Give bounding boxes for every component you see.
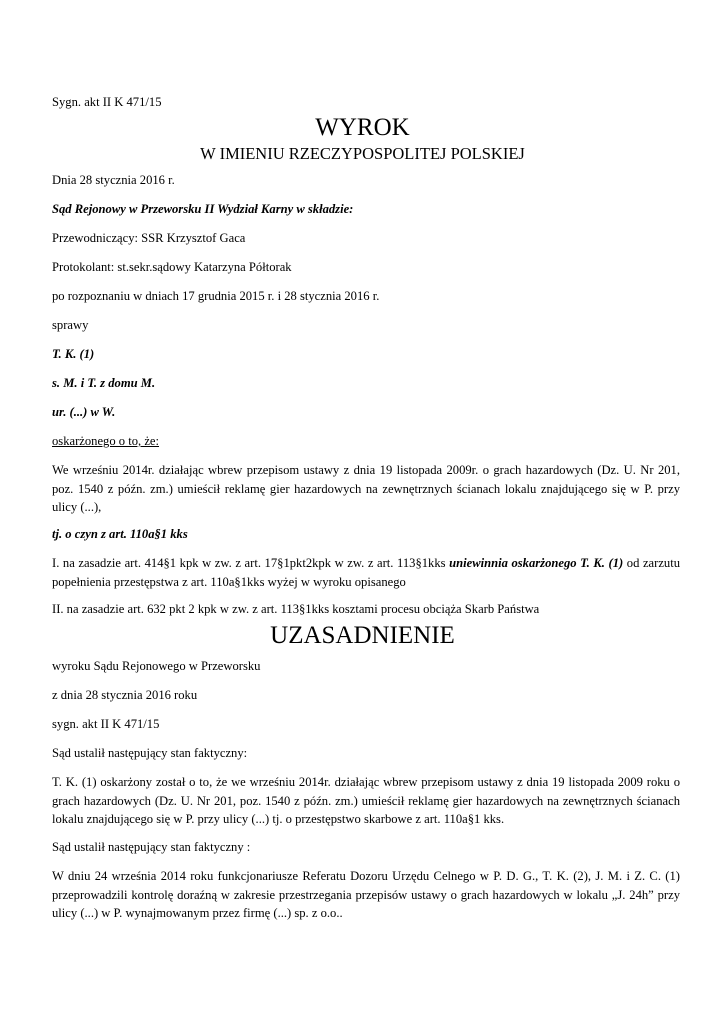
verdict-date: Dnia 28 stycznia 2016 r.	[52, 173, 175, 187]
justification-signature: sygn. akt II K 471/15	[52, 717, 160, 731]
verdict-subtitle: W IMIENIU RZECZYPOSPOLITEJ POLSKIEJ	[200, 144, 525, 163]
justification-court: wyroku Sądu Rejonowego w Przeworsku	[52, 659, 261, 673]
court-composition: Sąd Rejonowy w Przeworsku II Wydział Karny w składzie:	[52, 202, 354, 216]
defendant-name: T. K. (1)	[52, 347, 95, 361]
verdict-point-1-scope: od zarzutu popełnienia przestępstwa z art. 110a§1kks wyżej w wyroku opisanego	[52, 556, 681, 589]
court-clerk: Protokolant: st.sekr.sądowy Katarzyna Półtorak	[52, 260, 292, 274]
defendant-birth: ur. (...) w W.	[52, 405, 116, 419]
facts-paragraph-1: T. K. (1) oskarżony został o to, że we wrześniu 2014r. działając wbrew przepisom ustawy z dnia 19 listopada 2009 roku o grach hazardowych (Dz. U. Nr 201, poz. 1540 z późn. zm.) umieścił reklamę gier hazardowych na zewnętrznych ścianach lokalu znajdującego się w P. przy ulicy (...) tj. o przestępstwo skarbowe z art. 110a§1 kks.	[52, 775, 680, 826]
hearing-dates: po rozpoznaniu w dniach 17 grudnia 2015 r. i 28 stycznia 2016 r.	[52, 289, 380, 303]
verdict-title: WYROK	[315, 114, 410, 141]
justification-title: UZASADNIENIE	[270, 622, 455, 649]
facts-heading-2: Sąd ustalił następujący stan faktyczny :	[52, 840, 251, 854]
verdict-point-1	[52, 554, 680, 591]
case-signature: Sygn. akt II K 471/15	[52, 95, 162, 109]
facts-paragraph-2: W dniu 24 września 2014 roku funkcjonariusze Referatu Dozoru Urzędu Celnego w P. D. G., T. K. (2), J. M. i Z. C. (1) przeprowadzili kontrolę doraźną w zakresie przestrzegania przepisów ustawy o grach hazardowych w lokalu „J. 24h” przy ulicy (...) w P. wynajmowanym przez firmę (...) sp. z o.o..	[52, 869, 680, 920]
facts-heading-1: Sąd ustalił następujący stan faktyczny:	[52, 746, 248, 760]
justification-date: z dnia 28 stycznia 2016 roku	[52, 688, 198, 702]
offence-article: tj. o czyn z art. 110a§1 kks	[52, 527, 188, 541]
acquittal-statement: uniewinnia oskarżonego T. K. (1)	[449, 556, 624, 570]
accusation-heading: oskarżonego o to, że:	[52, 434, 160, 448]
defendant-parents: s. M. i T. z domu M.	[52, 376, 156, 390]
case-label: sprawy	[52, 318, 89, 332]
verdict-point-1-basis: I. na zasadzie art. 414§1 kpk w zw. z art. 17§1pkt2kpk w zw. z art. 113§1kks	[52, 556, 450, 570]
charge-description: We wrześniu 2014r. działając wbrew przepisom ustawy z dnia 19 listopada 2009r. o grach hazardowych (Dz. U. Nr 201, poz. 1540 z późn. zm.) umieścił reklamę gier hazardowych na zewnętrznych ścianach lokalu znajdującego się w P. przy ulicy (...),	[52, 463, 680, 514]
verdict-point-2: II. na zasadzie art. 632 pkt 2 kpk w zw. z art. 113§1kks kosztami procesu obciąża Skarb Państwa	[52, 602, 540, 616]
presiding-judge: Przewodniczący: SSR Krzysztof Gaca	[52, 231, 246, 245]
